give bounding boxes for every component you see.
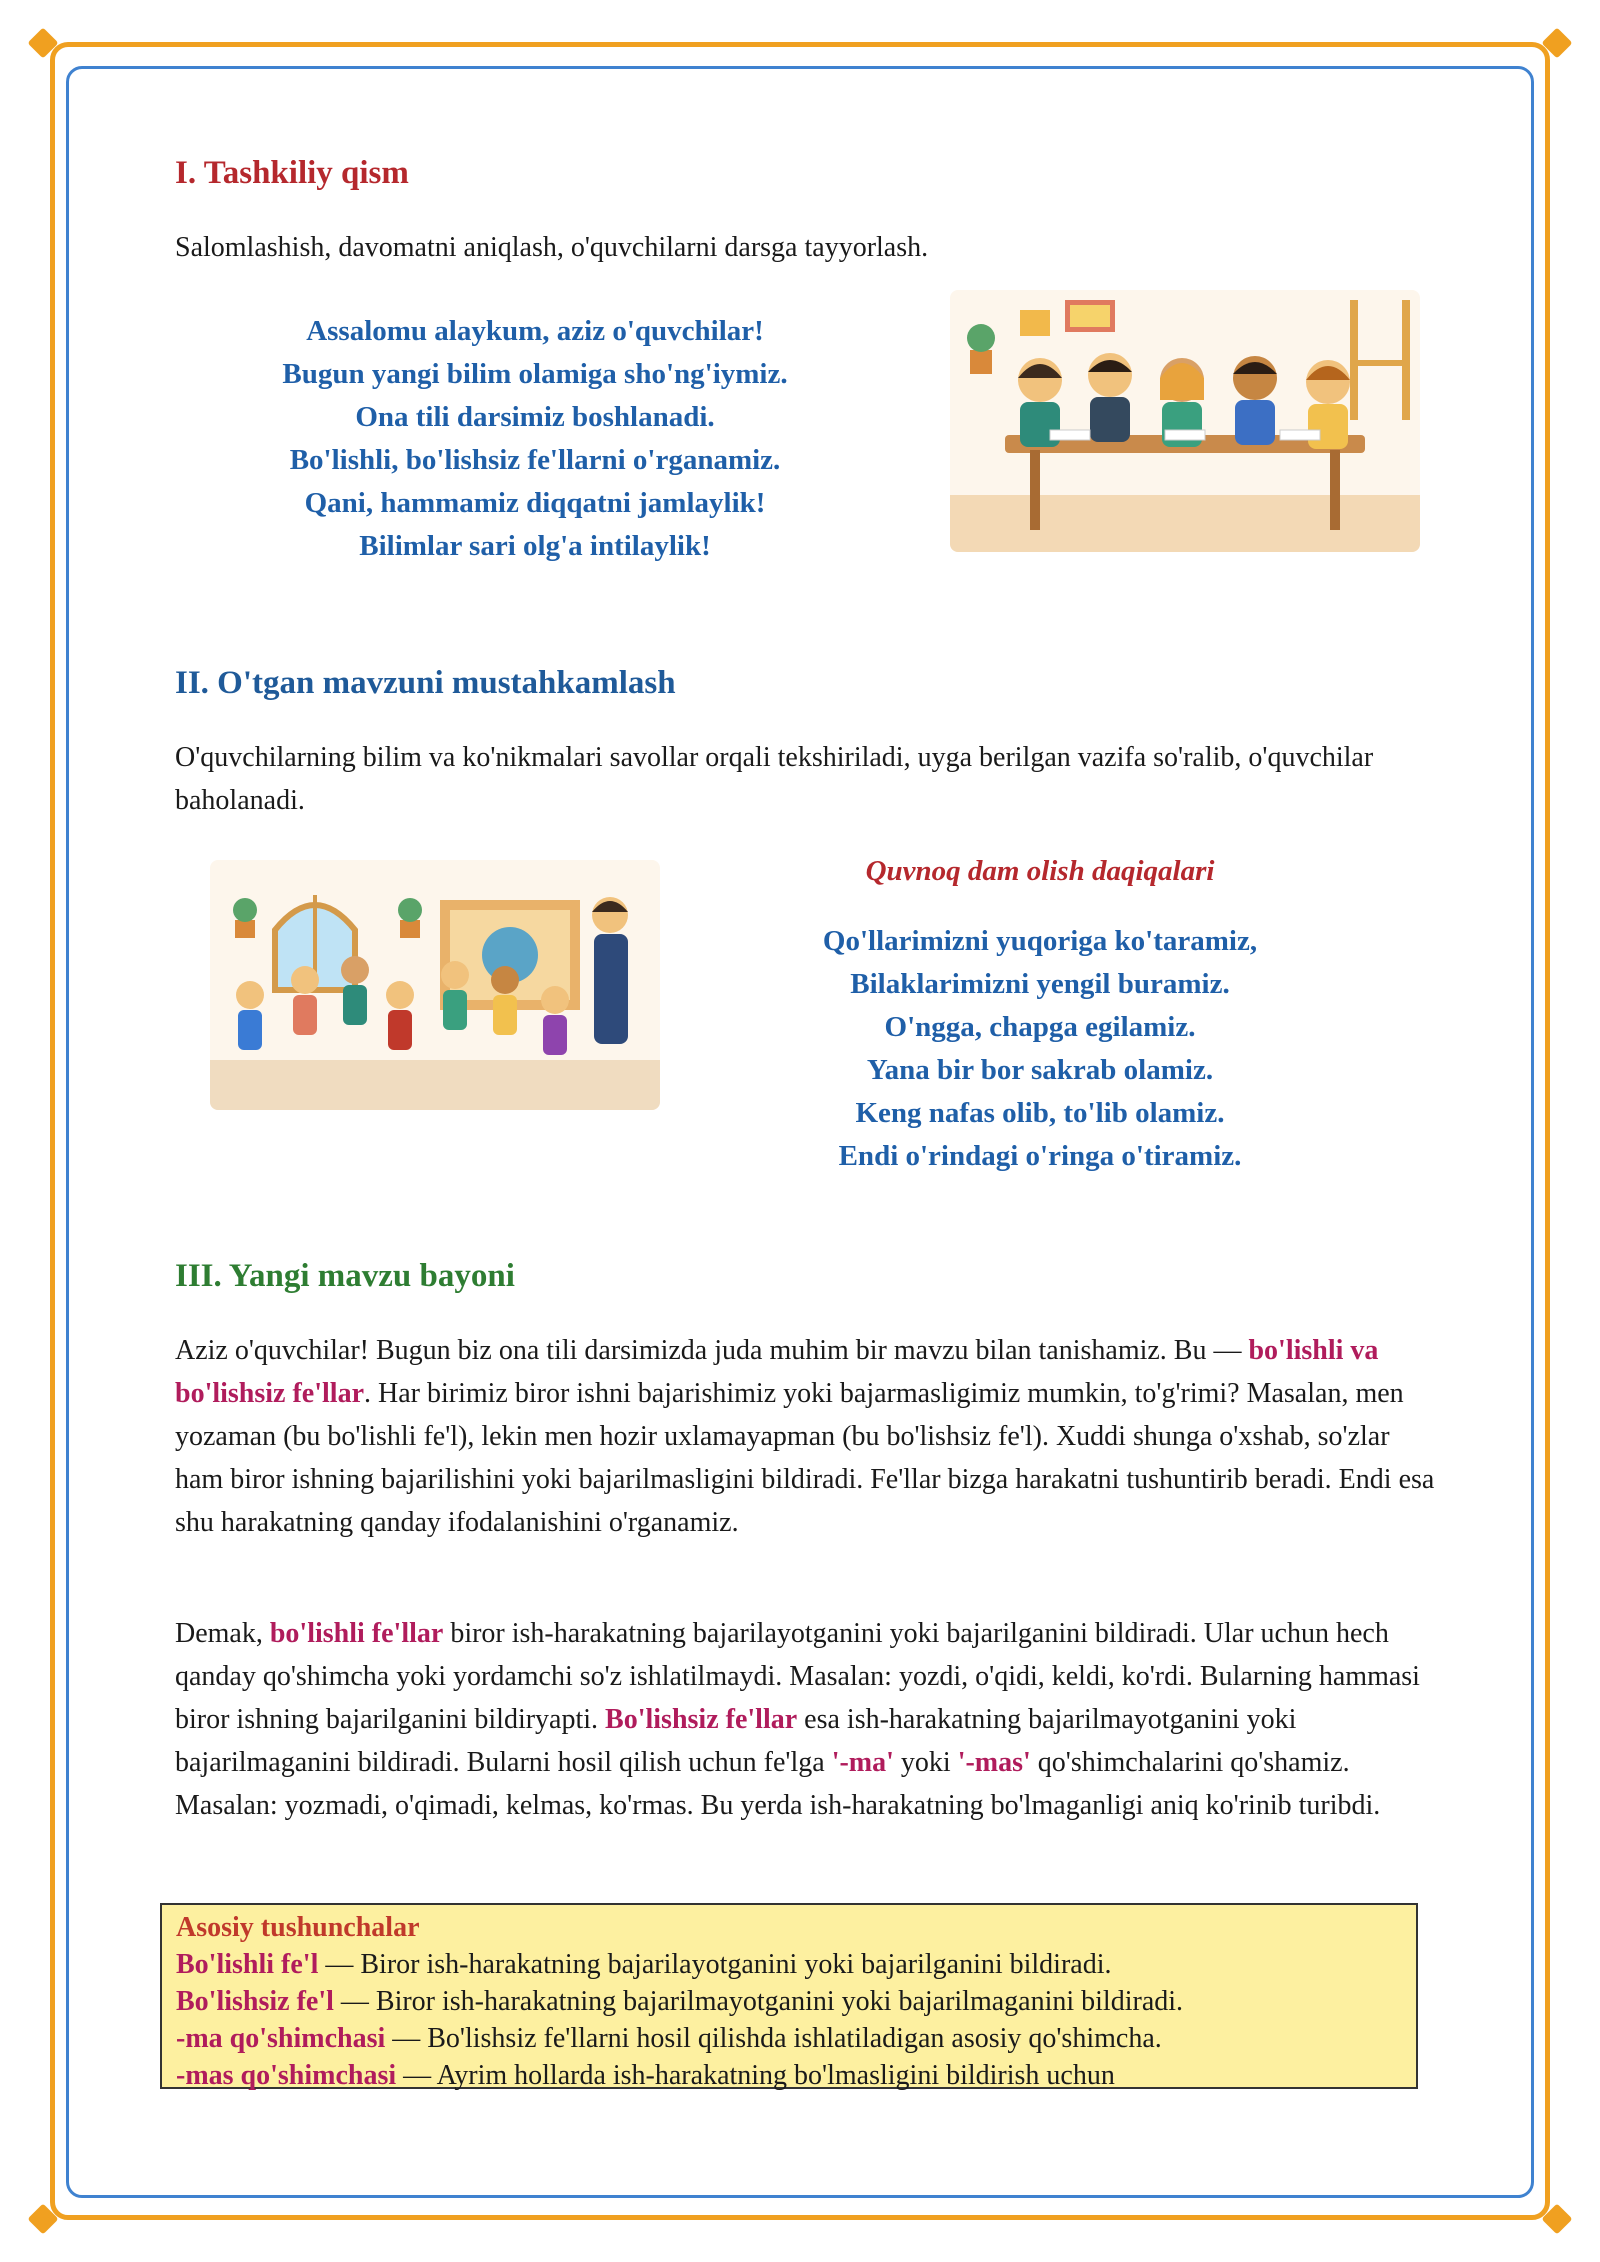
keyword: '-mas' xyxy=(957,1747,1031,1778)
poem-line: Qani, hammamiz diqqatni jamlaylik! xyxy=(304,487,766,519)
concept-definition: — Ayrim hollarda ish-harakatning bo'lmasligini bildirish uchun xyxy=(396,2060,1115,2091)
text-run: biror ish-harakatning bajarilayotganini yoki bajarilganini bildiradi. Ular uchun hech qanday qo'shimcha yoki yordamchi so'z ishlatilmaydi. Masalan: yozdi, o'qidi, keldi, ko'rdi. Bularning hammasi biror ishning bajarilganini bildiryapti. xyxy=(175,1618,1420,1735)
key-concept-item xyxy=(176,2057,1402,2094)
text-run: Aziz o'quvchilar! Bugun biz ona tili darsimizda juda muhim bir mavzu bilan tanishamiz. Bu — xyxy=(175,1335,1249,1366)
section-3-heading: III. Yangi mavzu bayoni xyxy=(175,1258,515,1294)
section-2-text: O'quvchilarning bilim va ko'nikmalari savollar orqali tekshiriladi, uyga berilgan vazifa so'ralib, o'quvchilar baholanadi. xyxy=(175,742,1374,816)
text-run: esa ish-harakatning bajarilmayotganini yoki bajarilmaganini bildiradi. Bularni hosil qilish uchun fe'lga xyxy=(175,1704,1297,1778)
concept-term: Bo'lishli fe'l xyxy=(176,1949,319,1980)
concept-definition: — Bo'lishsiz fe'llarni hosil qilishda ishlatiladigan asosiy qo'shimcha. xyxy=(385,2023,1162,2054)
text-run: Demak, xyxy=(175,1618,270,1649)
key-concept-item xyxy=(176,1946,1402,1983)
poem-line: Keng nafas olib, to'lib olamiz. xyxy=(855,1097,1225,1129)
greeting-poem xyxy=(200,310,870,568)
poem-line: Bilimlar sari olg'a intilaylik! xyxy=(359,530,711,562)
exercise-poem xyxy=(740,920,1340,1178)
section-1-heading: I. Tashkiliy qism xyxy=(175,155,409,191)
section-3-paragraph-1 xyxy=(175,1329,1440,1544)
poem-line: Assalomu alaykum, aziz o'quvchilar! xyxy=(306,315,764,347)
poem-line: Yana bir bor sakrab olamiz. xyxy=(866,1054,1214,1086)
concept-term: Bo'lishsiz fe'l xyxy=(176,1986,334,2017)
concept-term: -ma qo'shimchasi xyxy=(176,2023,386,2054)
text-run: yoki xyxy=(893,1747,958,1778)
poem-line: Ona tili darsimiz boshlanadi. xyxy=(355,401,715,433)
keyword: Bo'lishsiz fe'llar xyxy=(605,1704,798,1735)
poem-line: Bilaklarimizni yengil buramiz. xyxy=(850,968,1230,1000)
key-concept-item xyxy=(176,2020,1402,2057)
key-concepts-title: Asosiy tushunchalar xyxy=(176,1912,420,1943)
poem-line: Bo'lishli, bo'lishsiz fe'llarni o'rganamiz. xyxy=(289,444,781,476)
section-2-heading: II. O'tgan mavzuni mustahkamlash xyxy=(175,665,676,701)
poem-line: Qo'llarimizni yuqoriga ko'taramiz, xyxy=(822,925,1258,957)
keyword: bo'lishli va bo'lishsiz fe'llar xyxy=(175,1335,1379,1409)
exercise-poem-title: Quvnoq dam olish daqiqalari xyxy=(865,855,1215,887)
section-3-paragraph-2 xyxy=(175,1612,1440,1827)
poem-line: Bugun yangi bilim olamiga sho'ng'iymiz. xyxy=(282,358,788,390)
key-concepts-box xyxy=(160,1903,1418,2089)
text-run: qo'shimchalarini qo'shamiz. Masalan: yozmadi, o'qimadi, kelmas, ko'rmas. Bu yerda ish-harakatning bo'lmaganligi aniq ko'rinib turibdi. xyxy=(175,1747,1381,1821)
exercise-illustration xyxy=(210,860,660,1110)
keyword: bo'lishli fe'llar xyxy=(269,1618,444,1649)
key-concept-item xyxy=(176,1983,1402,2020)
keyword: '-ma' xyxy=(831,1747,894,1778)
concept-term: -mas qo'shimchasi xyxy=(176,2060,397,2091)
section-1-text: Salomlashish, davomatni aniqlash, o'quvchilarni darsga tayyorlash. xyxy=(175,232,929,263)
text-run: . Har birimiz biror ishni bajarishimiz yoki bajarmasligimiz mumkin, to'g'rimi? Masalan, men yozaman (bu bo'lishli fe'l), lekin men hozir uxlamayapman (bu bo'lishsiz fe'l). Xuddi shunga o'xshab, so'zlar ham biror ishning bajarilishini yoki bajarilmasligini bildiradi. Fe'llar bizga harakatni tushuntirib beradi. Endi esa shu harakatning qanday ifodalanishini o'rganamiz. xyxy=(175,1378,1435,1538)
poem-line: O'ngga, chapga egilamiz. xyxy=(884,1011,1196,1043)
concept-definition: — Biror ish-harakatning bajarilayotganini yoki bajarilganini bildiradi. xyxy=(318,1949,1112,1980)
poem-line: Endi o'rindagi o'ringa o'tiramiz. xyxy=(838,1140,1242,1172)
classroom-illustration xyxy=(950,290,1420,552)
concept-definition: — Biror ish-harakatning bajarilmayotganini yoki bajarilmaganini bildiradi. xyxy=(333,1986,1184,2017)
